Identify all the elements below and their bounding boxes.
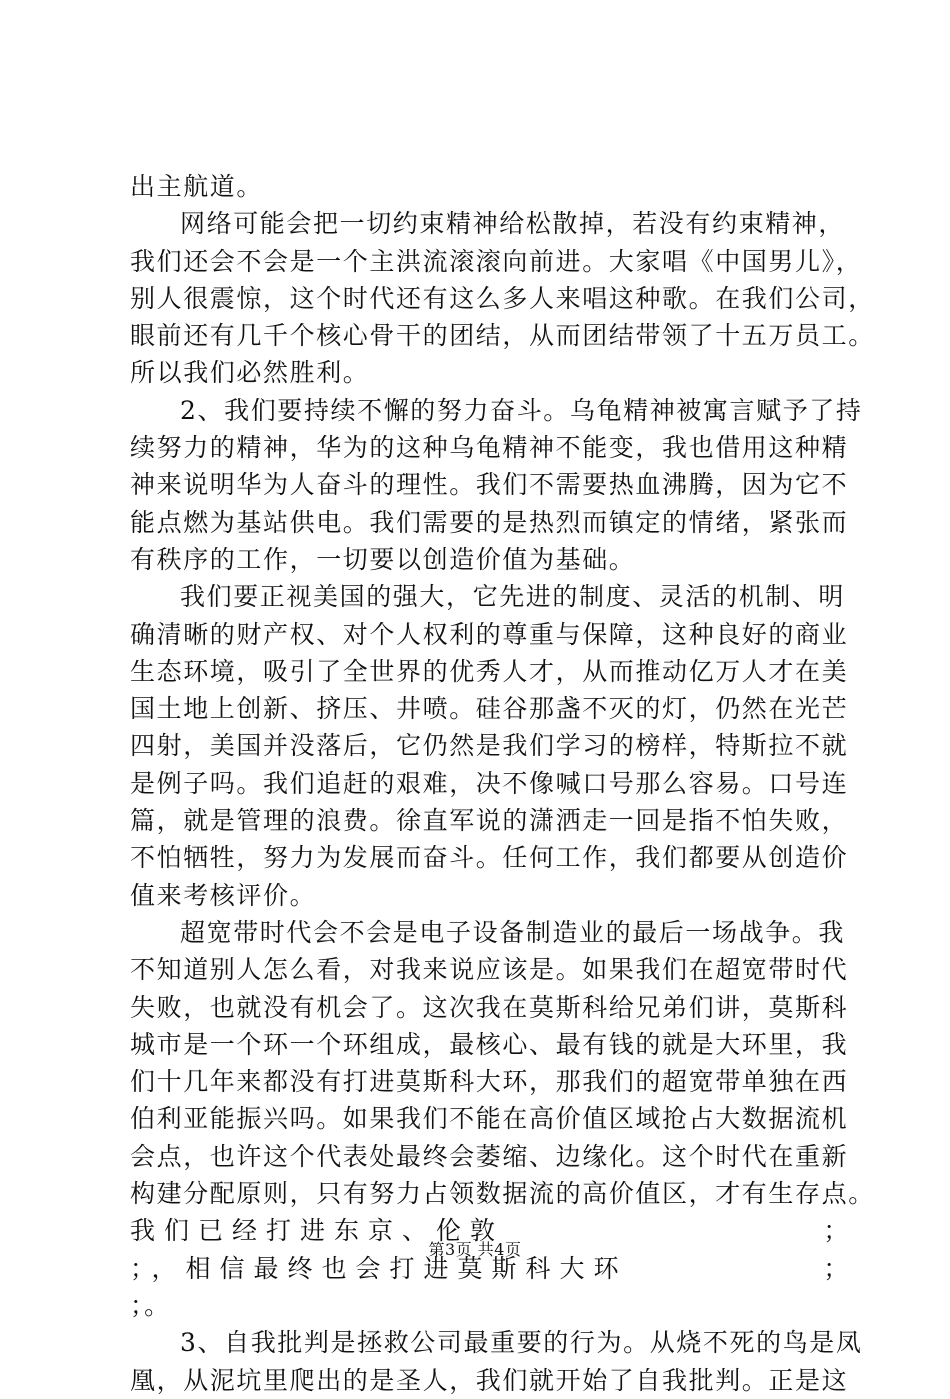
text-line: 不怕牺牲，努力为发展而奋斗。任何工作，我们都要从创造价 bbox=[130, 843, 849, 873]
text-line: 能点燃为基站供电。我们需要的是热烈而镇定的情绪，紧张而 bbox=[130, 507, 849, 537]
text-line: 出主航道。 bbox=[130, 172, 264, 201]
text-line: 确清晰的财产权、对个人权利的尊重与保障，这种良好的商业 bbox=[130, 619, 849, 649]
text-line-right: ； bbox=[823, 1253, 850, 1283]
text-line-left: 我们已经打进东京、伦敦 bbox=[130, 1216, 505, 1246]
text-line: 四射，美国并没落后，它仍然是我们学习的榜样，特斯拉不就 bbox=[130, 731, 849, 761]
text-line: 我们还会不会是一个主洪流滚滚向前进。大家唱《中国男儿》， bbox=[130, 246, 863, 276]
text-line: ；。 bbox=[130, 1290, 171, 1320]
text-line: 不知道别人怎么看，对我来说应该是。如果我们在超宽带时代 bbox=[130, 955, 849, 985]
text-line: 生态环境，吸引了全世界的优秀人才，从而推动亿万人才在美 bbox=[130, 656, 849, 686]
text-line: 构建分配原则，只有努力占领数据流的高价值区，才有生存点。 bbox=[130, 1179, 875, 1209]
text-line: 神来说明华为人奋斗的理性。我们不需要热血沸腾，因为它不 bbox=[130, 470, 849, 500]
text-line: 国土地上创新、挤压、井喷。硅谷那盏不灭的灯，仍然在光芒 bbox=[130, 694, 849, 724]
text-line: 所以我们必然胜利。 bbox=[130, 358, 370, 388]
page-number: 第3页 共4页 bbox=[428, 1240, 522, 1259]
text-line: 2、我们要持续不懈的努力奋斗。乌龟精神被寓言赋予了持 bbox=[180, 395, 863, 425]
text-line: 城市是一个环一个环组成，最核心、最有钱的就是大环里，我 bbox=[130, 1029, 849, 1059]
text-line-right: ； bbox=[823, 1216, 850, 1246]
text-line: 会点，也许这个代表处最终会萎缩、边缘化。这个时代在重新 bbox=[130, 1141, 849, 1171]
text-line: 失败，也就没有机会了。这次我在莫斯科给兄弟们讲，莫斯科 bbox=[130, 992, 849, 1022]
text-line: 续努力的精神，华为的这种乌龟精神不能变，我也借用这种精 bbox=[130, 433, 849, 463]
text-line: 超宽带时代会不会是电子设备制造业的最后一场战争。我 bbox=[180, 917, 846, 947]
text-line: 我们要正视美国的强大，它先进的制度、灵活的机制、明 bbox=[180, 582, 846, 612]
text-line: 是例子吗。我们追赶的艰难，决不像喊口号那么容易。口号连 bbox=[130, 768, 849, 798]
text-line: 篇，就是管理的浪费。徐直军说的潇洒走一回是指不怕失败， bbox=[130, 806, 849, 836]
text-line: 伯利亚能振兴吗。如果我们不能在高价值区域抢占大数据流机 bbox=[130, 1104, 849, 1134]
body-text bbox=[130, 168, 875, 1399]
text-line: 值来考核评价。 bbox=[130, 880, 317, 910]
text-line: 们十几年来都没有打进莫斯科大环，那我们的超宽带单独在西 bbox=[130, 1067, 849, 1097]
text-line-left: ；，相信最终也会打进莫斯科大环 bbox=[130, 1253, 628, 1283]
text-line: 网络可能会把一切约束精神给松散掉，若没有约束精神， bbox=[180, 209, 846, 239]
text-line: 凰，从泥坑里爬出的是圣人，我们就开始了自我批判。正是这 bbox=[130, 1365, 849, 1395]
text-line: 眼前还有几千个核心骨干的团结，从而团结带领了十五万员工。 bbox=[130, 321, 875, 351]
text-line: 别人很震惊，这个时代还有这么多人来唱这种歌。在我们公司， bbox=[130, 283, 875, 313]
text-line: 有秩序的工作，一切要以创造价值为基础。 bbox=[130, 544, 636, 574]
text-line: 3、自我批判是拯救公司最重要的行为。从烧不死的鸟是凤 bbox=[180, 1328, 863, 1358]
